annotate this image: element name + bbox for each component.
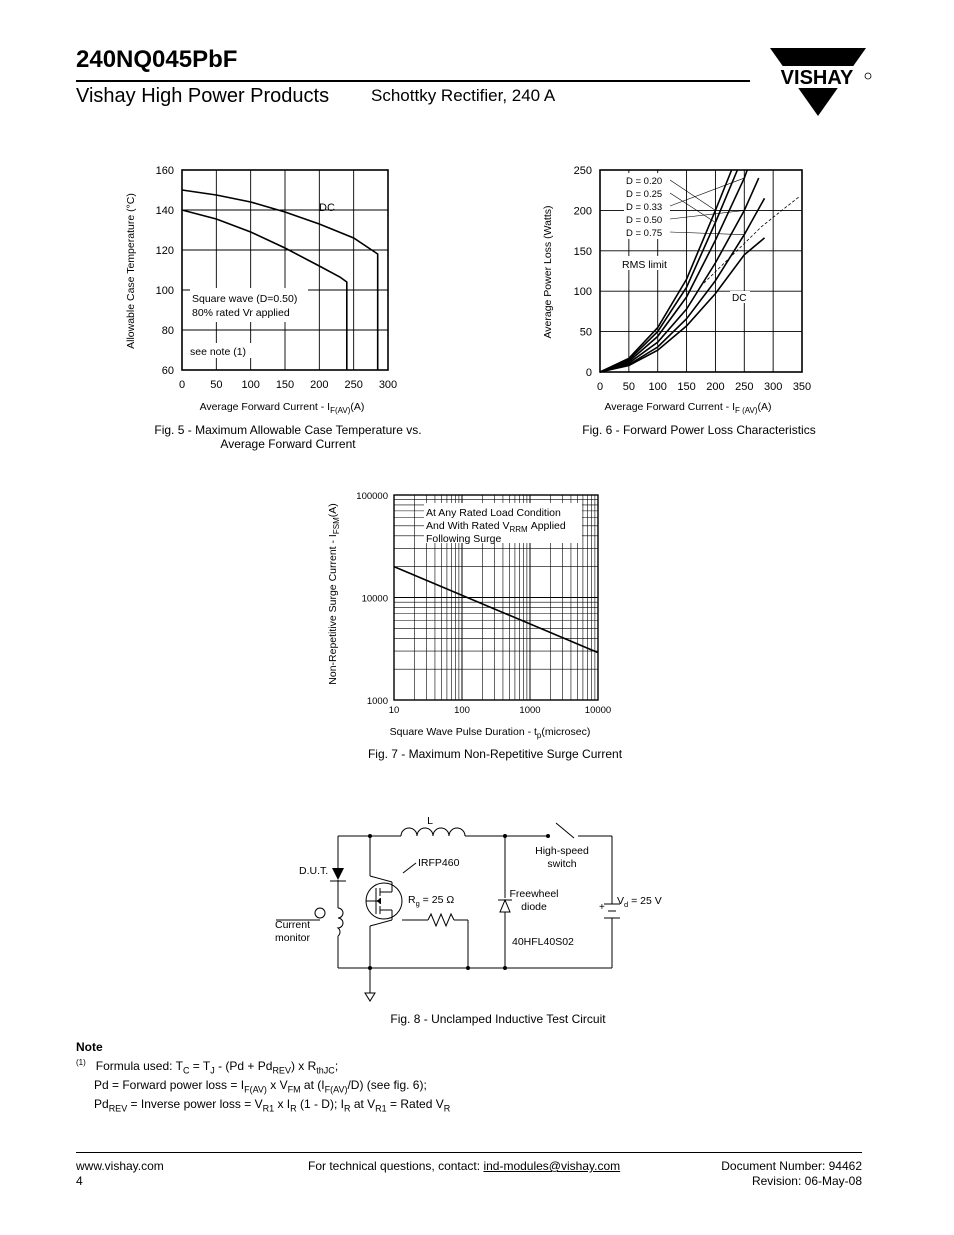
logo-text: VISHAY [780,67,854,89]
fig7-ytick: 10000 [361,593,388,605]
label-switch2: switch [547,858,577,870]
label-fw-part: 40HFL40S02 [512,936,574,948]
fig6-xtick: 300 [763,381,783,393]
note-body: $^{(1)}$ Formula used: $T_C = T_J - (Pd + Pd_{REV})$ x $R_{thJC}$; Pd = Forward power loss = $I_{F(AV)}$ x $V_{FM}$ at $(I_{F(AV)}/D)$ (see fig. 6); $Pd_{REV}$ = Inverse power loss = $V_{R1}$ x $I_R$ (1 - D); $I_R$ at $V_{R1}$ = Rated $V_R$ [76,1058,451,1114]
doc-number: Document Number: 94462 [721,1159,862,1173]
switch-blade [556,823,574,838]
fig5-grid [182,170,388,370]
fig7-ylabel: Non-Repetitive Surge Current - $I_{FSM}(A)$ [327,503,341,685]
revision: Revision: 06-May-08 [751,1174,862,1188]
contact-prefix: For technical questions, contact: [308,1159,484,1173]
fig6-ytick: 0 [585,367,592,379]
fig7-xtick: 1000 [519,705,541,716]
fig6-xtick: 50 [622,381,635,393]
fig8-circuit [268,808,662,1013]
current-monitor-coil [338,908,343,936]
fig5-caption-line2: Average Forward Current [220,437,356,451]
fig6-label-d033: D = 0.33 [626,202,663,213]
part-number: 240NQ045PbF [76,46,238,73]
fig5-ylabel: Allowable Case Temperature (°C) [125,193,137,349]
fig6-label-dc: DC [732,293,747,304]
fig7-chart [320,484,620,746]
label-switch1: High-speed [535,845,589,857]
label-mosfet: IRFP460 [418,857,460,869]
fig6-label-rms: RMS limit [622,259,667,271]
fig5-xtick: 300 [378,379,398,391]
fig6-series-rms-limit [704,197,799,283]
header-rule [76,80,750,82]
fig6-ytick: 150 [573,245,592,258]
fig7-xtick: 10 [388,705,400,716]
fig6-xtick: 100 [648,381,667,393]
label-inductor: L [427,815,433,827]
fig7-ytick: 1000 [366,696,388,707]
fig5-xtick: 250 [344,379,363,391]
footer-website[interactable]: www.vishay.com [76,1159,164,1173]
fig6-leader [670,232,744,235]
fig6-ytick: 250 [573,165,592,177]
fig7-lines [394,567,598,653]
fig7-xtick: 100 [454,705,470,716]
note-title: Note [76,1040,103,1054]
footer-rule [76,1152,862,1153]
fig5-label-note: see note (1) [190,346,247,358]
fig5-ytick: 100 [155,285,174,297]
fig5-ytick: 80 [161,325,174,337]
fig5-ytick: 60 [161,365,174,377]
fig6-series-d-0-50 [600,178,759,372]
label-plus: + [599,902,605,913]
fig8-caption: Fig. 8 - Unclamped Inductive Test Circuit [390,1012,606,1026]
contact-email-link[interactable]: ind-modules@vishay.com [483,1159,621,1173]
fig6-ytick: 50 [579,326,592,339]
fig6-xtick: 200 [706,381,725,393]
fig5-xtick: 50 [210,379,223,391]
fig7-xtick: 10000 [584,705,612,716]
fig5-caption-line1: Fig. 5 - Maximum Allowable Case Temperature vs. [154,423,422,437]
fig6-xtick: 350 [792,381,812,393]
label-current2: monitor [275,932,311,944]
fig5-xtick: 100 [241,379,260,391]
label-current1: Current [275,919,311,931]
fig5-chart [120,158,400,418]
fig5-xtick: 150 [275,379,295,391]
label-freewheel1: Freewheel [509,888,559,900]
fig5-ytick: 140 [155,205,174,217]
page-number: 4 [76,1174,83,1188]
fig6-leaders [670,178,744,235]
fig6-label-d025: D = 0.25 [626,189,663,200]
label-rg: $R_g = 25$ Ω [408,894,455,908]
fig5-label-dc: DC [319,202,335,214]
fig5-label-square: Square wave (D=0.50) [192,293,298,305]
fig7-label-cond1: At Any Rated Load Condition [426,507,561,519]
fig6-ytick: 100 [573,286,592,299]
fig7-label-cond3: Following Surge [426,533,502,545]
label-dut: D.U.T. [299,865,329,877]
fig6-label-d075: D = 0.75 [626,228,663,239]
vishay-logo [762,42,872,122]
brand-line: Vishay High Power Products [76,85,330,107]
fig6-xlabel: Average Forward Current - $I_{F (AV)}(A)$ [604,401,772,415]
footer-contact [308,1159,620,1174]
fig6-xtick: 0 [596,381,604,393]
label-freewheel2: diode [521,901,547,913]
footer-left [76,1159,164,1189]
freewheel-diode-icon [500,900,510,912]
fig7-label-cond2: And With Rated $V_{RRM}$ Applied [426,520,566,534]
fig7-xlabel: Square Wave Pulse Duration - $t_p(microsec)$ [389,726,591,740]
fig5-ytick: 120 [155,245,174,257]
fig5-label-80: 80% rated Vr applied [192,307,290,319]
fig6-leader [670,210,744,219]
fig6-ticks [574,165,812,393]
fig6-xtick: 150 [677,381,696,393]
fig5-caption [130,423,446,451]
dut-diode-icon [332,868,344,880]
fig7-caption: Fig. 7 - Maximum Non-Repetitive Surge Current [367,747,623,761]
fig5-xtick: 0 [178,379,186,391]
fig6-ytick: 200 [573,205,592,218]
fig5-xlabel: Average Forward Current - $I_{F(AV)}(A)$ [199,401,365,415]
fig5-xtick: 200 [310,379,329,391]
fig6-xtick: 250 [735,381,754,393]
fig6-caption: Fig. 6 - Forward Power Loss Characteristics [582,423,816,437]
fig6-label-d050: D = 0.50 [626,215,663,226]
fig6-leader [670,180,715,210]
product-title: Schottky Rectifier, 240 A [371,86,556,105]
inductor-coil [401,828,465,836]
fig7-series-ifsm [394,567,598,653]
fig6-chart [538,158,828,418]
fig7-ytick: 100000 [356,491,388,502]
fig6-label-d020: D = 0.20 [626,176,663,187]
label-vd: $V_d = 25$ V [617,895,662,909]
note-marker: (1) [76,1058,86,1067]
footer-right [721,1159,862,1189]
gate-resistor [428,914,454,926]
fig6-ylabel: Average Power Loss (Watts) [542,205,554,339]
fig5-ytick: 160 [155,165,174,177]
